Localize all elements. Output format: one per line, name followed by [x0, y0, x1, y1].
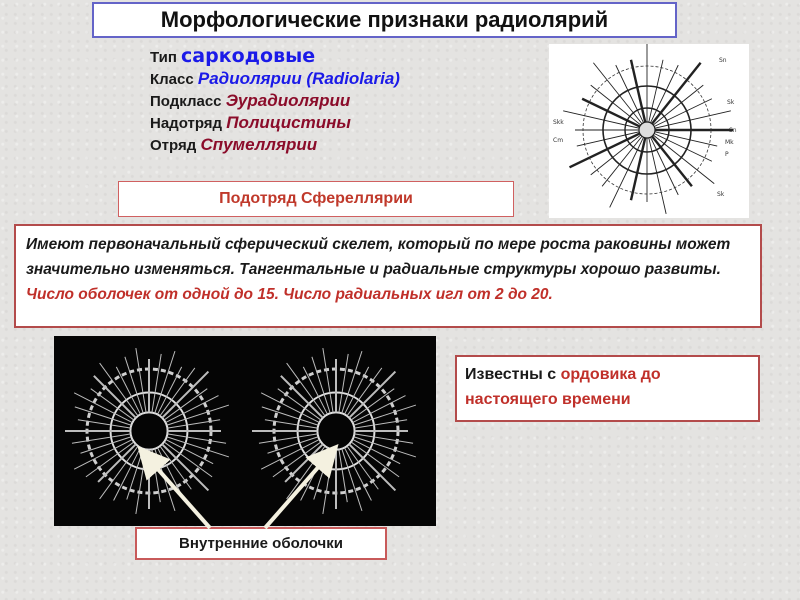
- rank-label: Надотряд: [150, 115, 223, 132]
- inner-shells-label: Внутренние оболочки: [135, 527, 387, 560]
- rank-label: Тип: [150, 49, 177, 66]
- description-box: [14, 224, 762, 328]
- taxonomy-subclass: [150, 90, 400, 112]
- range-highlight: ордовика до настоящего времени: [465, 366, 661, 408]
- suborder-box: Подотряд Сфереллярии: [118, 181, 514, 217]
- superorder-value: Полицистины: [226, 113, 351, 132]
- diagram-label: P: [725, 151, 729, 158]
- radiolarian-diagram: [549, 44, 749, 218]
- rank-label: Подкласс: [150, 93, 222, 110]
- diagram-label: Mk: [725, 139, 734, 146]
- subclass-value: Эурадиолярии: [225, 91, 351, 110]
- taxonomy-type: [150, 46, 400, 68]
- rank-label: Отряд: [150, 137, 197, 154]
- type-value: саркодовые: [181, 45, 316, 67]
- diagram-label: Sn: [719, 57, 727, 64]
- diagram-label: Cm: [553, 137, 564, 144]
- taxonomy-order: [150, 134, 400, 156]
- taxonomy-block: [150, 46, 400, 156]
- description-highlight: Число оболочек от одной до 15. Число радиальных игл от 2 до 20.: [26, 286, 553, 303]
- taxonomy-superorder: [150, 112, 400, 134]
- slide-title: Морфологические признаки радиолярий: [92, 2, 677, 38]
- description-text: Имеют первоначальный сферический скелет, который по мере роста раковины может значительно изменяться. Тангентальные и радиальные структуры хорошо развиты.: [26, 236, 731, 278]
- range-box: [455, 355, 760, 422]
- rank-label: Класс: [150, 71, 194, 88]
- class-value: Радиолярии (Radiolaria): [197, 69, 400, 88]
- radiolarian-photo: [54, 336, 436, 526]
- taxonomy-class: [150, 68, 400, 90]
- diagram-label: Sn: [729, 127, 737, 134]
- diagram-label: Sk: [717, 191, 725, 198]
- diagram-label: Sk: [727, 99, 735, 106]
- order-value: Спумеллярии: [200, 135, 318, 154]
- diagram-label: Skk: [553, 119, 564, 126]
- range-prefix: Известны с: [465, 366, 557, 383]
